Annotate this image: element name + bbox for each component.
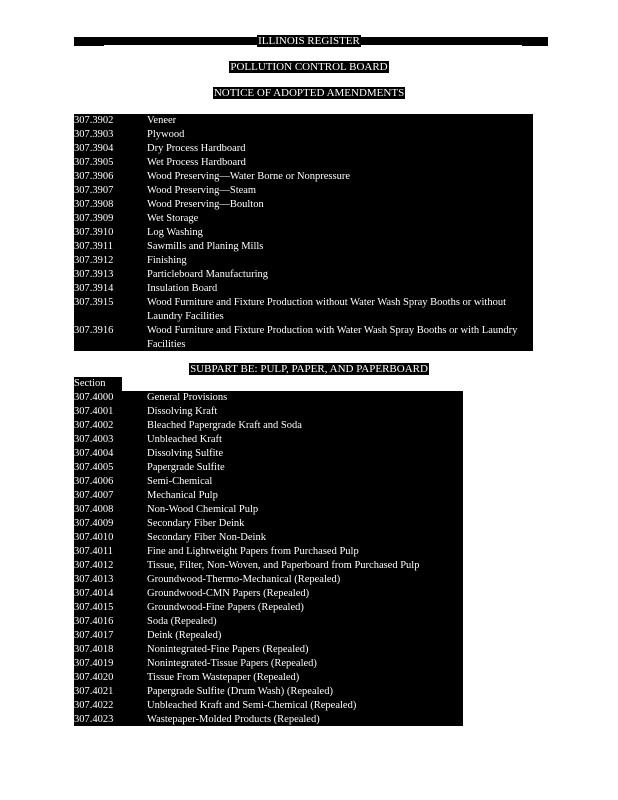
section-row [74, 517, 463, 531]
section-number: 307.4018 [74, 644, 114, 655]
section-row [74, 405, 463, 419]
section-row [74, 671, 463, 685]
section-row [74, 128, 533, 142]
section-number: 307.4013 [74, 574, 114, 585]
section-list-pulp-paper [74, 377, 463, 726]
section-row [74, 198, 533, 212]
section-column-label: Section [74, 378, 106, 389]
section-number: 307.3910 [74, 227, 114, 238]
section-number: 307.4021 [74, 686, 114, 697]
section-title: Deink (Repealed) [147, 630, 222, 641]
section-title: Nonintegrated-Tissue Papers (Repealed) [147, 658, 317, 669]
section-title: Tissue, Filter, Non-Woven, and Paperboard from Purchased Pulp [147, 560, 420, 571]
section-title: Unbleached Kraft [147, 434, 222, 445]
section-title: Finishing [147, 255, 187, 266]
section-number: 307.4022 [74, 700, 114, 711]
section-title: General Provisions [147, 392, 228, 403]
section-row [74, 419, 463, 433]
section-row [74, 643, 463, 657]
section-row [74, 615, 463, 629]
section-row [74, 503, 463, 517]
section-title: Wastepaper-Molded Products (Repealed) [147, 714, 320, 725]
section-title: Fine and Lightweight Papers from Purchased Pulp [147, 546, 359, 557]
section-title: Veneer [147, 115, 177, 126]
section-number: 307.4004 [74, 448, 114, 459]
section-title: Log Washing [147, 227, 203, 238]
subpart-heading [0, 363, 618, 376]
section-title: Bleached Papergrade Kraft and Soda [147, 420, 302, 431]
section-number: 307.4010 [74, 532, 114, 543]
notice-title [0, 87, 618, 100]
section-row [74, 391, 463, 405]
section-number: 307.3916 [74, 325, 114, 336]
section-row [74, 545, 463, 559]
section-row [74, 170, 533, 184]
section-title: Tissue From Wastepaper (Repealed) [147, 672, 300, 683]
section-number: 307.3915 [74, 297, 114, 308]
section-title: Plywood [147, 129, 185, 140]
section-number: 307.4005 [74, 462, 114, 473]
board-title-text: POLLUTION CONTROL BOARD [230, 61, 388, 73]
section-label-gap [122, 377, 463, 391]
section-row [74, 226, 533, 240]
section-row [74, 447, 463, 461]
section-title: Mechanical Pulp [147, 490, 218, 501]
section-row [74, 156, 533, 170]
section-number: 307.4019 [74, 658, 114, 669]
section-title: Nonintegrated-Fine Papers (Repealed) [147, 644, 309, 655]
section-number: 307.4023 [74, 714, 114, 725]
section-title: Wood Furniture and Fixture Production without Water Wash Spray Booths or without Laundry Facilities [147, 297, 507, 322]
section-row [74, 685, 463, 699]
section-row [74, 573, 463, 587]
section-title: Wood Preserving—Boulton [147, 199, 264, 210]
section-number: 307.3914 [74, 283, 114, 294]
section-number: 307.4003 [74, 434, 114, 445]
section-title: Groundwood-Fine Papers (Repealed) [147, 602, 304, 613]
section-title: Dry Process Hardboard [147, 143, 246, 154]
section-number: 307.3903 [74, 129, 114, 140]
section-row [74, 559, 463, 573]
section-number: 307.4008 [74, 504, 114, 515]
section-row [74, 433, 463, 447]
subpart-heading-text: SUBPART BE: PULP, PAPER, AND PAPERBOARD [190, 363, 428, 375]
section-number: 307.3902 [74, 115, 114, 126]
section-number: 307.4007 [74, 490, 114, 501]
section-list-wood-products [74, 114, 533, 351]
section-title: Wood Furniture and Fixture Production with Water Wash Spray Booths or with Laundry Facilities [147, 325, 518, 350]
section-title: Papergrade Sulfite [147, 462, 225, 473]
section-title: Secondary Fiber Non-Deink [147, 532, 266, 543]
section-number: 307.3911 [74, 241, 113, 252]
section-title: Wood Preserving—Water Borne or Nonpressure [147, 171, 351, 182]
section-title: Groundwood-Thermo-Mechanical (Repealed) [147, 574, 341, 585]
section-row [74, 254, 533, 268]
section-row [74, 184, 533, 198]
section-row [74, 324, 533, 352]
section-title: Semi-Chemical [147, 476, 213, 487]
section-row [74, 142, 533, 156]
section-title: Secondary Fiber Deink [147, 518, 245, 529]
section-row [74, 461, 463, 475]
section-number: 307.4017 [74, 630, 114, 641]
section-title: Sawmills and Planing Mills [147, 241, 264, 252]
section-number: 307.3906 [74, 171, 114, 182]
section-number: 307.4006 [74, 476, 114, 487]
section-number: 307.3913 [74, 269, 114, 280]
section-row [74, 629, 463, 643]
section-title: Non-Wood Chemical Pulp [147, 504, 259, 515]
section-title: Particleboard Manufacturing [147, 269, 268, 280]
section-number: 307.3908 [74, 199, 114, 210]
section-title: Wood Preserving—Steam [147, 185, 257, 196]
section-row [74, 296, 533, 324]
section-row [74, 601, 463, 615]
section-row [74, 212, 533, 226]
section-row [74, 531, 463, 545]
section-number: 307.3909 [74, 213, 114, 224]
section-row [74, 475, 463, 489]
board-title [0, 61, 618, 74]
register-title [0, 35, 618, 48]
section-number: 307.4015 [74, 602, 114, 613]
section-number: 307.4000 [74, 392, 114, 403]
section-number: 307.4009 [74, 518, 114, 529]
section-row [74, 268, 533, 282]
section-number: 307.4020 [74, 672, 114, 683]
register-title-text: ILLINOIS REGISTER [258, 35, 360, 47]
section-number: 307.3907 [74, 185, 114, 196]
section-row [74, 240, 533, 254]
section-row [74, 282, 533, 296]
section-number: 307.4014 [74, 588, 114, 599]
section-title: Wet Process Hardboard [147, 157, 246, 168]
section-number: 307.4002 [74, 420, 114, 431]
section-title: Insulation Board [147, 283, 218, 294]
section-row [74, 657, 463, 671]
section-row [74, 114, 533, 128]
section-row [74, 713, 463, 727]
section-title: Unbleached Kraft and Semi-Chemical (Repealed) [147, 700, 357, 711]
section-number: 307.4001 [74, 406, 114, 417]
section-title: Groundwood-CMN Papers (Repealed) [147, 588, 310, 599]
section-title: Wet Storage [147, 213, 199, 224]
notice-title-text: NOTICE OF ADOPTED AMENDMENTS [213, 87, 405, 99]
section-title: Papergrade Sulfite (Drum Wash) (Repealed) [147, 686, 333, 697]
section-title: Soda (Repealed) [147, 616, 217, 627]
section-title: Dissolving Kraft [147, 406, 218, 417]
section-number: 307.4011 [74, 546, 113, 557]
section-number: 307.4016 [74, 616, 114, 627]
section-number: 307.4012 [74, 560, 114, 571]
section-number: 307.3904 [74, 143, 114, 154]
section-row [74, 699, 463, 713]
section-row [74, 489, 463, 503]
section-row [74, 587, 463, 601]
section-number: 307.3905 [74, 157, 114, 168]
section-title: Dissolving Sulfite [147, 448, 224, 459]
section-number: 307.3912 [74, 255, 114, 266]
